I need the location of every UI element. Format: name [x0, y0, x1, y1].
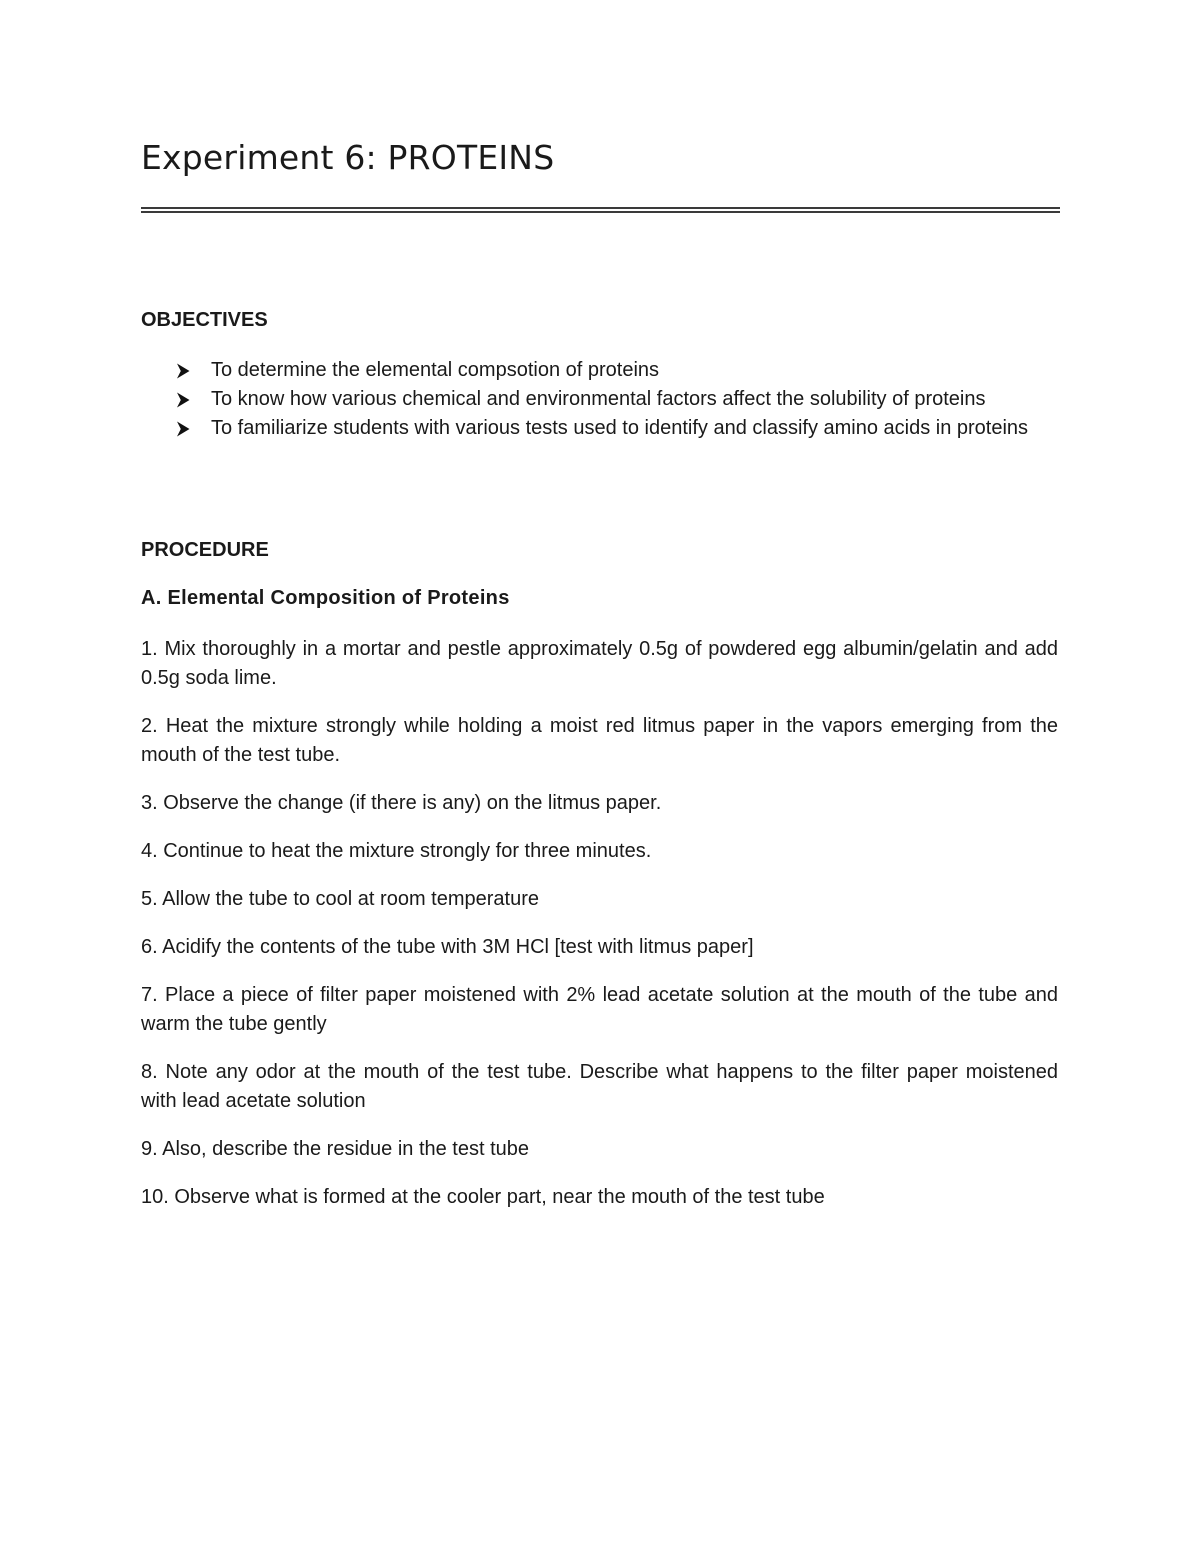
- objective-item: [174, 414, 1058, 443]
- procedure-step: 4. Continue to heat the mixture strongly for three minutes.: [141, 840, 652, 862]
- procedure-step: 8. Note any odor at the mouth of the test tube. Describe what happens to the filter paper moistened with lead acetate solution: [141, 1061, 1058, 1112]
- objective-text: To know how various chemical and environmental factors affect the solubility of proteins: [211, 388, 986, 410]
- procedure-step: 2. Heat the mixture strongly while holding a moist red litmus paper in the vapors emerging from the mouth of the test tube.: [141, 715, 1058, 766]
- chevron-right-icon: [174, 391, 192, 409]
- objective-item: [174, 356, 1058, 385]
- rule-line-bottom: [141, 211, 1060, 213]
- procedure-step: 10. Observe what is formed at the cooler part, near the mouth of the test tube: [141, 1186, 825, 1208]
- objective-item: [174, 385, 1058, 414]
- objectives-heading: OBJECTIVES: [141, 309, 268, 331]
- objective-text: To familiarize students with various tests used to identify and classify amino acids in proteins: [211, 417, 1029, 439]
- procedure-steps-list: [141, 635, 1058, 1231]
- procedure-step: 7. Place a piece of filter paper moistened with 2% lead acetate solution at the mouth of the tube and warm the tube gently: [141, 984, 1058, 1035]
- procedure-step: 1. Mix thoroughly in a mortar and pestle approximately 0.5g of powdered egg albumin/gelatin and add 0.5g soda lime.: [141, 638, 1058, 689]
- rule-line-top: [141, 207, 1060, 209]
- objectives-list: [174, 356, 1058, 443]
- procedure-step: 3. Observe the change (if there is any) on the litmus paper.: [141, 792, 662, 814]
- chevron-right-icon: [174, 362, 192, 380]
- procedure-step: 6. Acidify the contents of the tube with 3M HCl [test with litmus paper]: [141, 936, 754, 958]
- section-a-heading: A. Elemental Composition of Proteins: [141, 587, 510, 609]
- chevron-right-icon: [174, 420, 192, 438]
- page-title: Experiment 6: PROTEINS: [141, 138, 555, 177]
- procedure-step: 9. Also, describe the residue in the test tube: [141, 1138, 530, 1160]
- procedure-step: 5. Allow the tube to cool at room temperature: [141, 888, 539, 910]
- objective-text: To determine the elemental compsotion of proteins: [211, 359, 660, 381]
- procedure-heading: PROCEDURE: [141, 539, 269, 561]
